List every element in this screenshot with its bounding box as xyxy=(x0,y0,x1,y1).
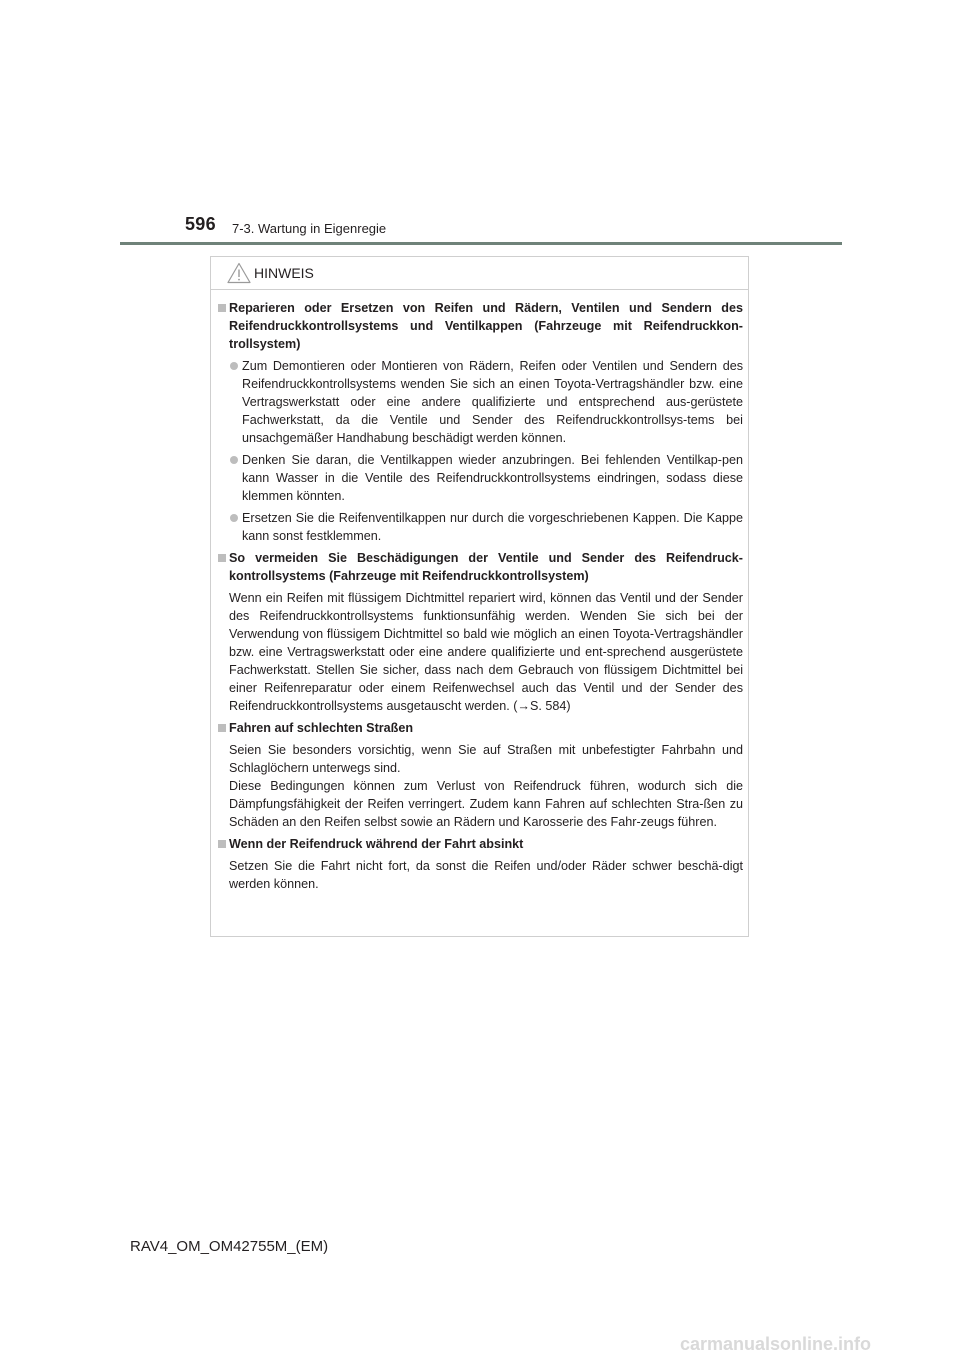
list-item xyxy=(229,357,743,447)
notice-box xyxy=(210,256,749,937)
square-bullet-icon xyxy=(218,554,226,562)
notice-section xyxy=(218,299,743,545)
paragraph: Seien Sie besonders vorsichtig, wenn Sie auf Straßen mit unbefestigter Fahrbahn und Schlaglöchern unterwegs sind. xyxy=(229,743,743,775)
list-item xyxy=(229,509,743,545)
square-bullet-icon xyxy=(218,724,226,732)
page-number: 596 xyxy=(185,214,216,234)
section-heading: Reparieren oder Ersetzen von Reifen und Rädern, Ventilen und Sendern des Reifendruckkontrollsystems und Ventilkappen (Fahrzeuge mit Reifendruckkon-trollsystem) xyxy=(229,301,743,351)
list-item xyxy=(229,451,743,505)
notice-section xyxy=(218,835,743,893)
notice-section xyxy=(218,719,743,831)
list-item-text: Denken Sie daran, die Ventilkappen wieder anzubringen. Bei fehlenden Ventilkap-pen kann Wasser in die Ventile des Reifendruckkontrollsystems eindringen, sodass diese klemmen könnten. xyxy=(242,453,743,503)
header-rule xyxy=(120,242,842,245)
notice-label: HINWEIS xyxy=(254,265,314,281)
square-bullet-icon xyxy=(218,840,226,848)
list-item-text: Zum Demontieren oder Montieren von Rädern, Reifen oder Ventilen und Sendern des Reifendruckkontrollsystems wenden Sie sich an einen Toyota-Vertragshändler bzw. eine Vertragswerkstatt oder eine andere qualifizierte und entsprechend aus-gerüstete Fachwerkstatt, da die Ventile und Sender des Reifendruckkontrollsys-tems bei unsachgemäßer Handhabung beschädigt werden können. xyxy=(242,359,743,445)
warning-triangle-icon xyxy=(227,262,251,284)
list-item-text: Ersetzen Sie die Reifenventilkappen nur durch die vorgeschriebenen Kappen. Die Kappe kann sonst festklemmen. xyxy=(242,511,743,543)
paragraph: Diese Bedingungen können zum Verlust von Reifendruck führen, wodurch sich die Dämpfungsfähigkeit der Reifen verringert. Zudem kann Fahren auf schlechten Stra-ßen zu Schäden an den Reifen selbst sowie an Rädern und Karosserie des Fahr-zeugs führen. xyxy=(229,779,743,829)
notice-body xyxy=(218,299,743,897)
document-code: RAV4_OM_OM42755M_(EM) xyxy=(130,1238,329,1255)
round-bullet-icon xyxy=(230,362,238,370)
section-heading: Fahren auf schlechten Straßen xyxy=(229,721,414,735)
watermark: carmanualsonline.info xyxy=(680,1334,872,1354)
paragraph: Setzen Sie die Fahrt nicht fort, da sonst die Reifen und/oder Räder schwer beschä-digt werden können. xyxy=(229,859,743,891)
section-title: 7-3. Wartung in Eigenregie xyxy=(232,221,387,236)
notice-section xyxy=(218,549,743,715)
round-bullet-icon xyxy=(230,514,238,522)
section-heading: So vermeiden Sie Beschädigungen der Ventile und Sender des Reifendruck-kontrollsystems (Fahrzeuge mit Reifendruckkontrollsystem) xyxy=(229,551,743,583)
section-heading: Wenn der Reifendruck während der Fahrt absinkt xyxy=(229,837,524,851)
square-bullet-icon xyxy=(218,304,226,312)
round-bullet-icon xyxy=(230,456,238,464)
paragraph: Wenn ein Reifen mit flüssigem Dichtmittel repariert wird, können das Ventil und der Sender des Reifendruckkontrollsystems funktionsunfähig werden. Wenden Sie sich bei der Verwendung von flüssigem Dichtmittel so bald wie möglich an einen Toyota-Vertragshändler bzw. eine Vertragswerkstatt oder eine andere qualifizierte und ent-sprechend ausgerüstete Fachwerkstatt. Stellen Sie sicher, dass nach dem Gebrauch von flüssigem Dichtmittel bei einer Reifenreparatur oder einem Reifenwechsel auch das Ventil und der Sender des Reifendruckkontrollsystems ausgetauscht werden. (→S. 584) xyxy=(229,591,743,713)
notice-header xyxy=(211,257,748,290)
